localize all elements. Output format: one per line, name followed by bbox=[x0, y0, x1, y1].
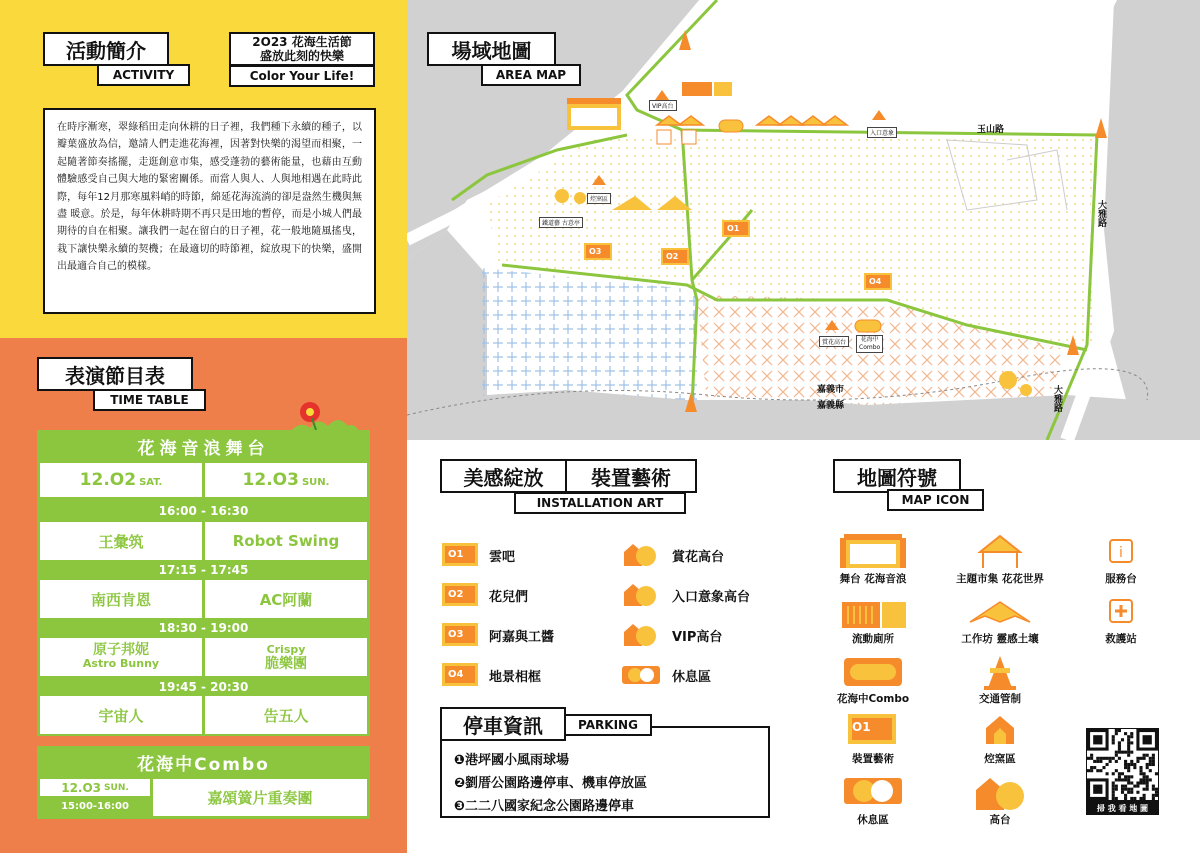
parking-item: ❶港坪國小風雨球場 bbox=[454, 753, 570, 768]
installation-title-2: 裝置藝術 bbox=[565, 459, 697, 493]
map-icon-title-en: MAP ICON bbox=[887, 489, 984, 511]
vip-platform-icon bbox=[624, 624, 656, 646]
activity-title: 活動簡介 bbox=[43, 32, 169, 66]
place-icons bbox=[622, 540, 662, 690]
parking-title-en: PARKING bbox=[564, 714, 652, 736]
slot-time: 16:00 - 16:30 bbox=[158, 503, 249, 518]
stage2-time: 15:00-16:00 bbox=[61, 801, 129, 812]
map-badge-04[interactable]: O4 bbox=[864, 273, 892, 290]
activity-section bbox=[0, 0, 407, 338]
city-label: 嘉義市 bbox=[817, 385, 845, 395]
stage2-performer: 嘉頌簧片重奏團 bbox=[153, 779, 367, 816]
svg-text:i: i bbox=[1119, 545, 1123, 561]
entrance-platform-icon bbox=[624, 584, 656, 606]
stage2-table bbox=[37, 746, 370, 819]
map-tag-entrance: 入口意象 bbox=[867, 127, 897, 138]
parking-title: 停車資訊 bbox=[440, 707, 566, 741]
icon-label: 救護站 bbox=[1105, 633, 1137, 645]
map-badge-03[interactable]: O3 bbox=[584, 243, 612, 260]
legend-badge-03: O3 bbox=[442, 623, 478, 646]
map-icon-title: 地圖符號 bbox=[833, 459, 961, 493]
icon-label: 焢窯區 bbox=[984, 753, 1016, 765]
performer-cell: AC阿蘭 bbox=[205, 580, 367, 618]
icon-label: 高台 bbox=[989, 814, 1011, 826]
place-label: 休息區 bbox=[672, 670, 712, 685]
icon-label: 服務台 bbox=[1105, 573, 1137, 585]
performer-cell: Crispy 脆樂團 bbox=[205, 638, 367, 676]
legend-badge-04: O4 bbox=[442, 663, 478, 686]
market-icon bbox=[980, 536, 1020, 568]
timetable-title: 表演節目表 bbox=[37, 357, 193, 391]
icon-label: 工作坊 靈感土壤 bbox=[961, 633, 1039, 645]
legend-label: 地景相框 bbox=[489, 670, 542, 685]
workshop-icon bbox=[970, 602, 1030, 622]
slot-time: 18:30 - 19:00 bbox=[158, 620, 249, 635]
platform-icon bbox=[624, 544, 656, 566]
slot-time: 17:15 - 17:45 bbox=[158, 562, 249, 577]
stage-icon bbox=[840, 534, 906, 568]
legend-badge-02: O2 bbox=[442, 583, 478, 606]
day1-header: 12.O2 SAT. bbox=[40, 463, 202, 497]
map-tag-kiln: 焢窯區 bbox=[587, 193, 611, 204]
county-label: 嘉義縣 bbox=[817, 401, 845, 411]
map-title-en: AREA MAP bbox=[481, 64, 581, 86]
platform-icon bbox=[976, 778, 1024, 810]
performer-cell: 原子邦妮 Astro Bunny bbox=[40, 638, 202, 676]
day2-header: 12.O3 SUN. bbox=[205, 463, 367, 497]
qr-label: 掃 我 看 地 圖 bbox=[1086, 801, 1159, 815]
place-label: 入口意象高台 bbox=[672, 590, 751, 605]
qr-code-icon[interactable] bbox=[1086, 728, 1159, 801]
map-title: 場域地圖 bbox=[427, 32, 556, 66]
rest-area-icon bbox=[622, 666, 660, 684]
info-icon bbox=[1110, 540, 1132, 562]
performer-cell: Robot Swing bbox=[205, 522, 367, 560]
road-daya-2: 大雅路 bbox=[1052, 385, 1062, 412]
traffic-cone-icon bbox=[984, 656, 1016, 690]
flower-decoration-icon bbox=[290, 398, 360, 434]
map-tag-market: 鐵道藝 古意亭 bbox=[539, 217, 583, 228]
icon-label: 花海中Combo bbox=[836, 693, 910, 705]
slot-time: 19:45 - 20:30 bbox=[158, 679, 249, 694]
legend-label: 雲吧 bbox=[489, 550, 516, 565]
qr-pattern bbox=[1087, 729, 1158, 800]
place-label: VIP高台 bbox=[672, 630, 723, 645]
slogan-zh: 2O23 花海生活節 盛放此刻的快樂 bbox=[229, 32, 375, 66]
map-tag-vip: VIP高台 bbox=[649, 100, 677, 111]
legend-badge-01: O1 bbox=[442, 543, 478, 566]
stage1-name: 花海音浪舞台 bbox=[137, 438, 270, 459]
icon-label: 裝置藝術 bbox=[852, 753, 894, 765]
first-aid-icon bbox=[1110, 600, 1132, 622]
legend-label: 花兒們 bbox=[489, 590, 529, 605]
installation-title-en: INSTALLATION ART bbox=[514, 492, 686, 514]
legend-label: 阿嘉與工醬 bbox=[489, 630, 555, 645]
map-tag-combo: 花海中 Combo bbox=[856, 335, 883, 353]
icon-badge-01: O1 bbox=[852, 720, 871, 734]
activity-title-en: ACTIVITY bbox=[97, 64, 190, 86]
stage2-date: 12.O3 SUN. bbox=[40, 779, 150, 796]
stage1-table bbox=[37, 430, 370, 736]
road-yushan: 玉山路 bbox=[977, 125, 1005, 135]
icon-label: 流動廁所 bbox=[852, 633, 894, 645]
parking-item: ❸二二八國家紀念公園路邊停車 bbox=[454, 799, 635, 814]
toilet-icon bbox=[842, 602, 906, 628]
icon-label: 舞台 花海音浪 bbox=[839, 573, 907, 585]
timetable-title-en: TIME TABLE bbox=[93, 389, 206, 411]
icon-label: 交通管制 bbox=[979, 693, 1021, 705]
installation-title-1: 美感綻放 bbox=[440, 459, 567, 493]
parking-item: ❷劉厝公園路邊停車、機車停放區 bbox=[454, 776, 648, 791]
performer-cell: 王彙筑 bbox=[40, 522, 202, 560]
performer-cell: 宇宙人 bbox=[40, 696, 202, 734]
performer-cell: 南西肯恩 bbox=[40, 580, 202, 618]
place-label: 賞花高台 bbox=[672, 550, 725, 565]
map-badge-01[interactable]: O1 bbox=[722, 220, 750, 237]
icon-label: 休息區 bbox=[857, 814, 889, 826]
combo-icon bbox=[844, 658, 902, 686]
performer-cell: 告五人 bbox=[205, 696, 367, 734]
map-tag-view: 賞花高台 bbox=[819, 336, 849, 347]
icon-label: 主題市集 花花世界 bbox=[956, 573, 1044, 585]
activity-paragraph: 在時序漸寒，翠綠稻田走向休耕的日子裡，我們種下永續的種子，以瓣葉盛放為信，邀請人們走進花海裡，因著對快樂的渴望而相聚，一起隨著節奏搖擺，走逛創意市集，感受蓬勃的藝術能量，也藉由互動體驗感受自己與大地的緊密關係。而當人與人、人與地相遇在此時此際，每年12月那寒風料峭的時節，綿延花海流淌的卻是盎然生機與無盡 暖意。於是，每年休耕時期不再只是田地的暫停，而是小城人們最期待的自在相聚。讓我們一起在留白的日子裡，花一般地隨風搖曳，栽下讓快樂永續的契機；在最適切的時節裡，綻放現下的快樂，盛開出最適合自己的模樣。 bbox=[43, 108, 376, 314]
kiln-icon bbox=[986, 716, 1014, 744]
rest-area-icon bbox=[844, 778, 902, 804]
map-badge-02[interactable]: O2 bbox=[661, 248, 689, 265]
road-daya-1: 大雅路 bbox=[1096, 200, 1106, 227]
stage2-name: 花海中Combo bbox=[137, 754, 270, 775]
slogan-en: Color Your Life! bbox=[229, 65, 375, 87]
